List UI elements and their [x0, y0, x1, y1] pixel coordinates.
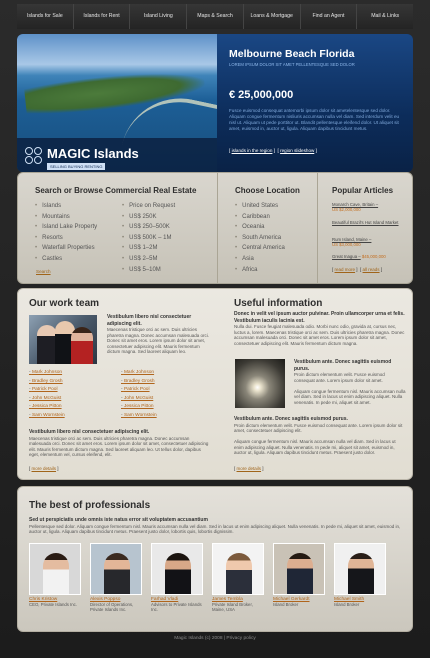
team-photo	[29, 315, 97, 364]
professional-card[interactable]	[90, 543, 142, 612]
team-bottom-text: Vestibulum libero nisl consectetuer adipiscing elit. Maecenas tristique orci ac sem. Duis ultricies pharetra magna. Donec accumsan malesuada orci. Donec sit amet eros. Lorem ipsum dolor sit amet, consectetuer adipiscing elit. Mauris fermentum dictum magna. Sed laoreet aliquam leo. Ut tellus dolor, dapibus eget, elementum vel, cursus eleifend, elit.	[29, 429, 209, 457]
location-item[interactable]: • Central America	[235, 243, 285, 254]
professional-photo	[212, 543, 264, 595]
type-item[interactable]: • Mountains	[35, 212, 97, 223]
price-item[interactable]: • US$ 2–5M	[122, 254, 175, 265]
price-item[interactable]: • US$ 500K – 1M	[122, 233, 175, 244]
professional-role: Island Broker	[273, 602, 299, 607]
hero-info-panel	[217, 34, 413, 172]
islands-in-region-link[interactable]: islands in the region	[231, 148, 273, 153]
column-divider	[317, 173, 318, 283]
team-intro: Vestibulum libero nisl consectetuer adipiscing elit. Maecenas tristique orci ac sem. Duis ultricies pharetra magna. Donec accumsan malesuada orci. Donec sit amet eros. Lorem ipsum dolor sit amet, consectetuer adipiscing elit. Mauris fermentum dictum magna. Sed laoreet aliquam leo.	[107, 314, 210, 354]
professional-photo	[90, 543, 142, 595]
location-item[interactable]: • Caribbean	[235, 212, 285, 223]
price-item[interactable]: • Price on Request	[122, 201, 175, 212]
team-member-link[interactable]: - Mark Johnson	[121, 369, 157, 378]
professional-card[interactable]	[334, 543, 386, 607]
type-item[interactable]: • Islands	[35, 201, 97, 212]
info-lead: Donec in velit vel ipsum auctor pulvinar. Proin ullamcorper urna et felis. Vestibulum iaculis lacinia est. Nulla dui. Fusce feugiat malesuada odio. Morbi nunc odio, gravida at, cursus nec, luctus a, lorem. Maecenas tristique orci ac sem. Duis ultricies pharetra magna. Donec accumsan malesuada orci. Donec sit amet eros. Lorem ipsum dolor sit amet, consectetuer adipiscing elit. Mauris fermentum dictum magna.	[234, 311, 405, 346]
team-member-link[interactable]: - Patrick Pool	[29, 386, 65, 395]
professional-role: CEO, Private Islands Inc.	[29, 602, 78, 607]
team-names-right	[121, 369, 157, 420]
team-more-details-link[interactable]: more details	[31, 466, 57, 471]
location-item[interactable]: • Africa	[235, 265, 285, 276]
hero-banner	[17, 34, 413, 172]
professional-role: Private Island Broker, Maine, USA	[212, 602, 253, 612]
professional-photo	[29, 543, 81, 595]
team-member-link[interactable]: - Bradley Grosh	[29, 378, 65, 387]
location-list	[235, 201, 285, 275]
hero-description: Fusce euismod consequat antemorbi ipsum dolor sit ametelentesque sed dolor. Aliquam congue fermentum nisliuris accumsan nulla vel diam. Sed interdum velit eu nisl ut. Aliquam ut pede porttitor ut. Blandit pellentesque eleifend dolor. Ut aliquet sit amet, euismod in, auctor ut, ligula. Aliquam dapibus tincidunt metus.	[229, 108, 400, 131]
main-nav	[17, 4, 413, 29]
professional-card[interactable]	[29, 543, 81, 607]
professional-role: Island Broker	[334, 602, 360, 607]
search-panel	[17, 172, 413, 284]
type-item[interactable]: • Resorts	[35, 233, 97, 244]
team-member-link[interactable]: - John McGuist	[121, 395, 157, 404]
info-more-details-link[interactable]: more details	[236, 466, 262, 471]
hero-island-photo	[17, 34, 217, 172]
team-member-link[interactable]: - Jessica Pitton	[121, 403, 157, 412]
price-item[interactable]: • US$ 1–2M	[122, 243, 175, 254]
sunset-photo	[235, 359, 285, 408]
price-item[interactable]: • US$ 5–10M	[122, 265, 175, 276]
all-reads-link[interactable]: all reads	[362, 267, 380, 272]
team-member-link[interactable]: - Bradley Grosh	[121, 378, 157, 387]
site-logo[interactable]: MAGIC Islands	[47, 146, 139, 161]
professional-name[interactable]: James Tembla	[212, 597, 243, 602]
team-member-link[interactable]: - Patrick Pool	[121, 386, 157, 395]
region-slideshow-link[interactable]: region slideshow	[280, 148, 315, 153]
location-item[interactable]: • Asia	[235, 254, 285, 265]
professional-name[interactable]: Michael Gerkardt	[273, 597, 310, 602]
column-divider	[217, 173, 218, 283]
info-side-text: Vestibulum ante. Donec sagittis euismod purus. Proin dictum elementum velit. Fusce euismod consequat ante. Lorem ipsum dolor sit amet. Aliquam congue fermentum nisl. Mauris accumsan nulla vel diam. Sed in lacus ut enim adipiscing aliquet. Nulla venenatis. In pede mi, aliquet sit amet.	[294, 359, 406, 405]
hero-subtitle: LOREM IPSUM DOLOR SIT AMET PELLENTESQUE SED DOLOR	[229, 62, 355, 67]
professional-photo	[151, 543, 203, 595]
search-heading: Search or Browse Commercial Real Estate	[35, 186, 197, 195]
professional-photo	[273, 543, 325, 595]
professional-name[interactable]: Chris Kristow	[29, 597, 58, 602]
team-more: [ more details ]	[29, 466, 59, 471]
team-heading: Our work team	[29, 298, 100, 309]
footer: Magic Islands (c) 2008 | Privacy policy	[174, 636, 256, 641]
professionals-panel	[17, 486, 413, 632]
type-item[interactable]: • Castles	[35, 254, 97, 265]
team-member-link[interactable]: - Mark Johnson	[29, 369, 65, 378]
team-member-link[interactable]: - Sam Wornstein	[29, 412, 65, 421]
read-more-link[interactable]: read more	[334, 267, 356, 272]
logo-band	[17, 138, 217, 172]
nav-maps-search[interactable]: Maps & Search	[187, 4, 244, 29]
professional-role: Director of Operations, Private Islands Inc.	[90, 602, 134, 612]
info-heading: Useful information	[234, 298, 323, 309]
professional-name[interactable]: Alexis Poppso	[90, 597, 121, 602]
article-item[interactable]: Monarch Cave, Britain – US $2,000,000	[332, 202, 379, 213]
nav-loans-mortgage[interactable]: Loans & Mortgage	[244, 4, 301, 29]
nav-island-living[interactable]: Island Living	[130, 4, 187, 29]
professional-role: Advisors to Private Islands Inc.	[151, 602, 202, 612]
nav-mail-links[interactable]: Mail & Links	[357, 4, 413, 29]
team-member-link[interactable]: - Sam Wornstein	[121, 412, 157, 421]
location-item[interactable]: • South America	[235, 233, 285, 244]
price-item[interactable]: • US$ 250–500K	[122, 222, 175, 233]
type-item[interactable]: • Waterfall Properties	[35, 243, 97, 254]
nav-islands-for-sale[interactable]: Islands for Sale	[17, 4, 74, 29]
hero-price: € 25,000,000	[229, 89, 294, 101]
professional-photo	[334, 543, 386, 595]
articles-heading: Popular Articles	[332, 186, 394, 195]
info-bottom-text: Vestibulum ante. Donec sagittis euismod purus. Proin dictum elementum velit. Fusce euismod consequat ante. Lorem ipsum dolor sit amet, consectetuer adipiscing elit. Aliquam congue fermentum nisl. Mauris accumsan nulla vel diam. Sed in lacus ut enim adipiscing aliquet. Nulla venenatis. In pede mi, aliquet sit amet, euismod in, auctor ut, ligula. Aliquam dapibus tincidunt metus. Praesent justo dolor.	[234, 416, 403, 455]
pros-heading: The best of professionals	[29, 500, 151, 511]
articles-links: [ read more ] [ all reads ]	[332, 267, 383, 272]
property-type-list	[35, 201, 97, 265]
professional-name[interactable]: Farhad Vladi	[151, 597, 179, 602]
professional-card[interactable]	[212, 543, 264, 612]
professional-card[interactable]	[151, 543, 203, 612]
team-names-left	[29, 369, 65, 420]
price-range-list	[122, 201, 175, 275]
logo-icon	[25, 147, 43, 165]
professional-card[interactable]	[273, 543, 325, 607]
article-item[interactable]: Great Inagua – $45,000,000	[332, 254, 386, 259]
article-item[interactable]: Beautiful Brazil's Hut Island Market	[332, 220, 399, 225]
price-item[interactable]: • US$ 250K	[122, 212, 175, 223]
location-item[interactable]: • Oceania	[235, 222, 285, 233]
hero-title: Melbourne Beach Florida	[229, 48, 355, 60]
team-member-link[interactable]: - John McGuist	[29, 395, 65, 404]
info-more: [ more details ]	[234, 466, 264, 471]
location-item[interactable]: • United States	[235, 201, 285, 212]
search-link[interactable]: Search	[36, 269, 51, 274]
team-member-link[interactable]: - Jessica Pitton	[29, 403, 65, 412]
middle-panel	[17, 288, 413, 480]
hero-links: [ islands in the region ] [ region slideshow ]	[229, 148, 317, 153]
nav-islands-for-rent[interactable]: Islands for Rent	[74, 4, 131, 29]
article-item[interactable]: Rum Island, Maine – US $3,000,000	[332, 237, 372, 248]
logo-tagline: SELLING BUYING RENTING	[47, 163, 105, 170]
nav-find-agent[interactable]: Find an Agent	[301, 4, 358, 29]
pros-lead: Sed ut perspiciatis unde omnis iste natus error sit voluptatem accusantium Pellentesque sed dolor. Aliquam congue fermentum nisl. Mauris accumsan nulla vel diam. Sed in lacus ut enim adipiscing aliquet. Nulla venenatis. In pede mi, aliquet sit amet, euismod in, auctor ut, ligula. Aliquam dapibus tincidunt metus. Praesent justo dolor, lobortis quis, lobortis dignissim.	[29, 517, 401, 534]
professional-name[interactable]: Michael Smith	[334, 597, 365, 602]
location-heading: Choose Location	[235, 186, 300, 195]
type-item[interactable]: • Island Lake Property	[35, 222, 97, 233]
